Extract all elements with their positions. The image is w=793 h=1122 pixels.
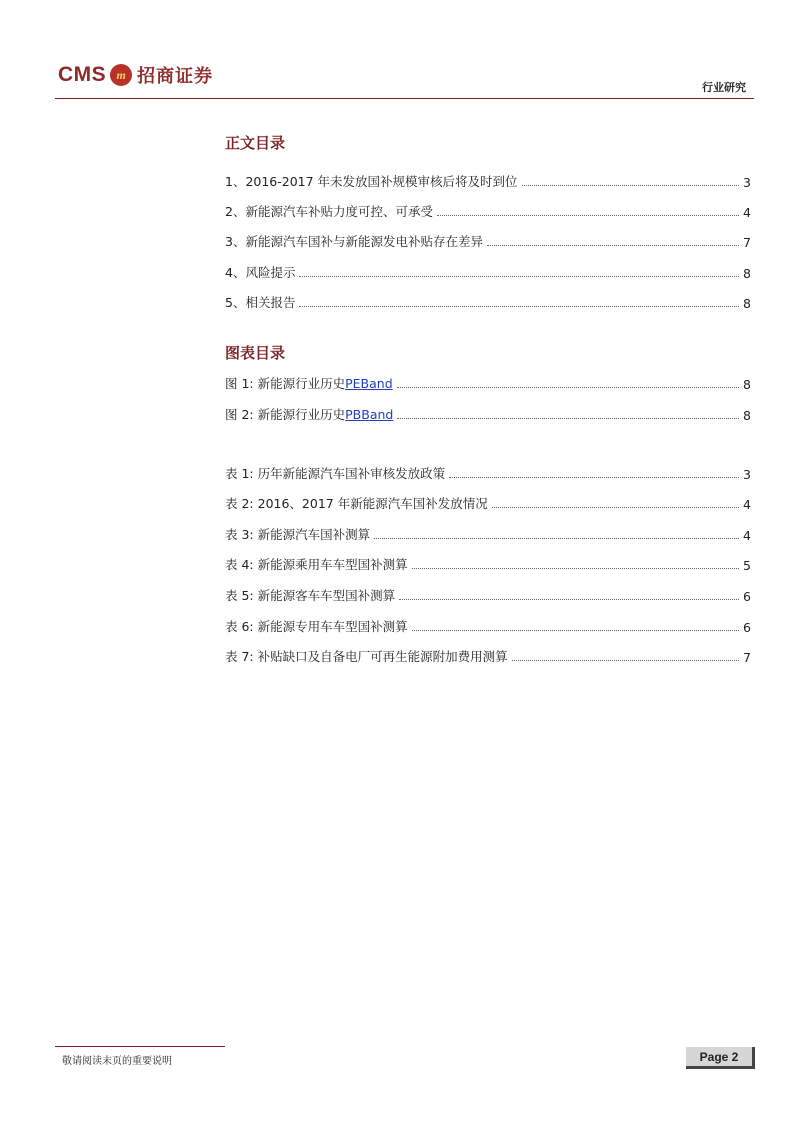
toc-entry[interactable] <box>225 263 751 281</box>
table-entry-page: 6 <box>743 589 751 604</box>
table-entry[interactable] <box>225 555 751 573</box>
table-entry-label: 表 6: 新能源专用车车型国补测算 <box>225 619 408 634</box>
toc-entry-page: 8 <box>743 296 751 311</box>
figure-entry-label <box>225 405 393 423</box>
report-category: 行业研究 <box>702 81 746 94</box>
table-entry[interactable] <box>225 617 751 635</box>
toc-entry[interactable] <box>225 232 751 250</box>
table-entry-label: 表 7: 补贴缺口及自备电厂可再生能源附加费用测算 <box>225 649 508 664</box>
table-entry-label: 表 3: 新能源汽车国补测算 <box>225 527 371 542</box>
table-entry[interactable] <box>225 525 751 543</box>
figure-entry-prefix: 图 1: 新能源行业历史 <box>225 376 346 391</box>
toc-entry-page: 3 <box>743 175 751 190</box>
toc-entry-label: 5、相关报告 <box>225 295 296 310</box>
table-entry-label: 表 2: 2016、2017 年新能源汽车国补发放情况 <box>225 496 488 511</box>
figure-entry-page: 8 <box>743 377 751 392</box>
dot-leader <box>492 507 739 508</box>
footer-divider <box>55 1046 225 1047</box>
toc-entry-label: 4、风险提示 <box>225 265 296 280</box>
table-entry-page: 4 <box>743 497 751 512</box>
toc-entry-page: 4 <box>743 205 751 220</box>
dot-leader <box>374 538 739 539</box>
table-entry-page: 6 <box>743 620 751 635</box>
dot-leader <box>299 306 739 307</box>
dot-leader <box>412 630 739 631</box>
logo-latin-text: CMS <box>58 63 107 86</box>
toc-figures-title: 图表目录 <box>225 344 286 362</box>
dot-leader <box>487 245 739 246</box>
dot-leader <box>397 387 739 388</box>
figure-link[interactable]: PBBand <box>345 407 394 422</box>
page-number-badge: Page 2 <box>686 1047 755 1069</box>
dot-leader <box>512 660 739 661</box>
table-entry-page: 5 <box>743 558 751 573</box>
toc-entry[interactable] <box>225 202 751 220</box>
dot-leader <box>412 568 739 569</box>
toc-entry-label: 1、2016-2017 年未发放国补规模审核后将及时到位 <box>225 174 518 189</box>
dot-leader <box>437 215 739 216</box>
footer-disclaimer-note: 敬请阅读末页的重要说明 <box>62 1056 172 1067</box>
figure-link[interactable]: PEBand <box>345 376 393 391</box>
toc-entry-label: 3、新能源汽车国补与新能源发电补贴存在差异 <box>225 234 483 249</box>
figure-entry[interactable] <box>225 374 751 392</box>
toc-main-title: 正文目录 <box>225 134 286 152</box>
figure-entry-prefix: 图 2: 新能源行业历史 <box>225 407 346 422</box>
dot-leader <box>522 185 739 186</box>
logo-badge-icon: m <box>110 64 132 86</box>
table-entry-label: 表 5: 新能源客车车型国补测算 <box>225 588 396 603</box>
dot-leader <box>399 599 739 600</box>
toc-entry-label: 2、新能源汽车补贴力度可控、可承受 <box>225 204 433 219</box>
dot-leader <box>397 418 739 419</box>
figure-entry[interactable] <box>225 405 751 423</box>
table-entry-page: 4 <box>743 528 751 543</box>
table-entry-page: 7 <box>743 650 751 665</box>
figure-entry-page: 8 <box>743 408 751 423</box>
toc-entry[interactable] <box>225 172 751 190</box>
dot-leader <box>299 276 739 277</box>
header-divider <box>55 98 754 99</box>
table-entry-page: 3 <box>743 467 751 482</box>
table-entry-label: 表 1: 历年新能源汽车国补审核发放政策 <box>225 466 446 481</box>
table-entry[interactable] <box>225 586 751 604</box>
table-entry[interactable] <box>225 494 751 512</box>
company-logo <box>58 60 213 90</box>
dot-leader <box>449 477 739 478</box>
toc-entry[interactable] <box>225 293 751 311</box>
logo-chinese-text: 招商证券 <box>137 66 214 87</box>
toc-entry-page: 8 <box>743 266 751 281</box>
figure-entry-label <box>225 374 393 392</box>
table-entry[interactable] <box>225 464 751 482</box>
table-entry[interactable] <box>225 647 751 665</box>
toc-entry-page: 7 <box>743 235 751 250</box>
table-entry-label: 表 4: 新能源乘用车车型国补测算 <box>225 557 408 572</box>
